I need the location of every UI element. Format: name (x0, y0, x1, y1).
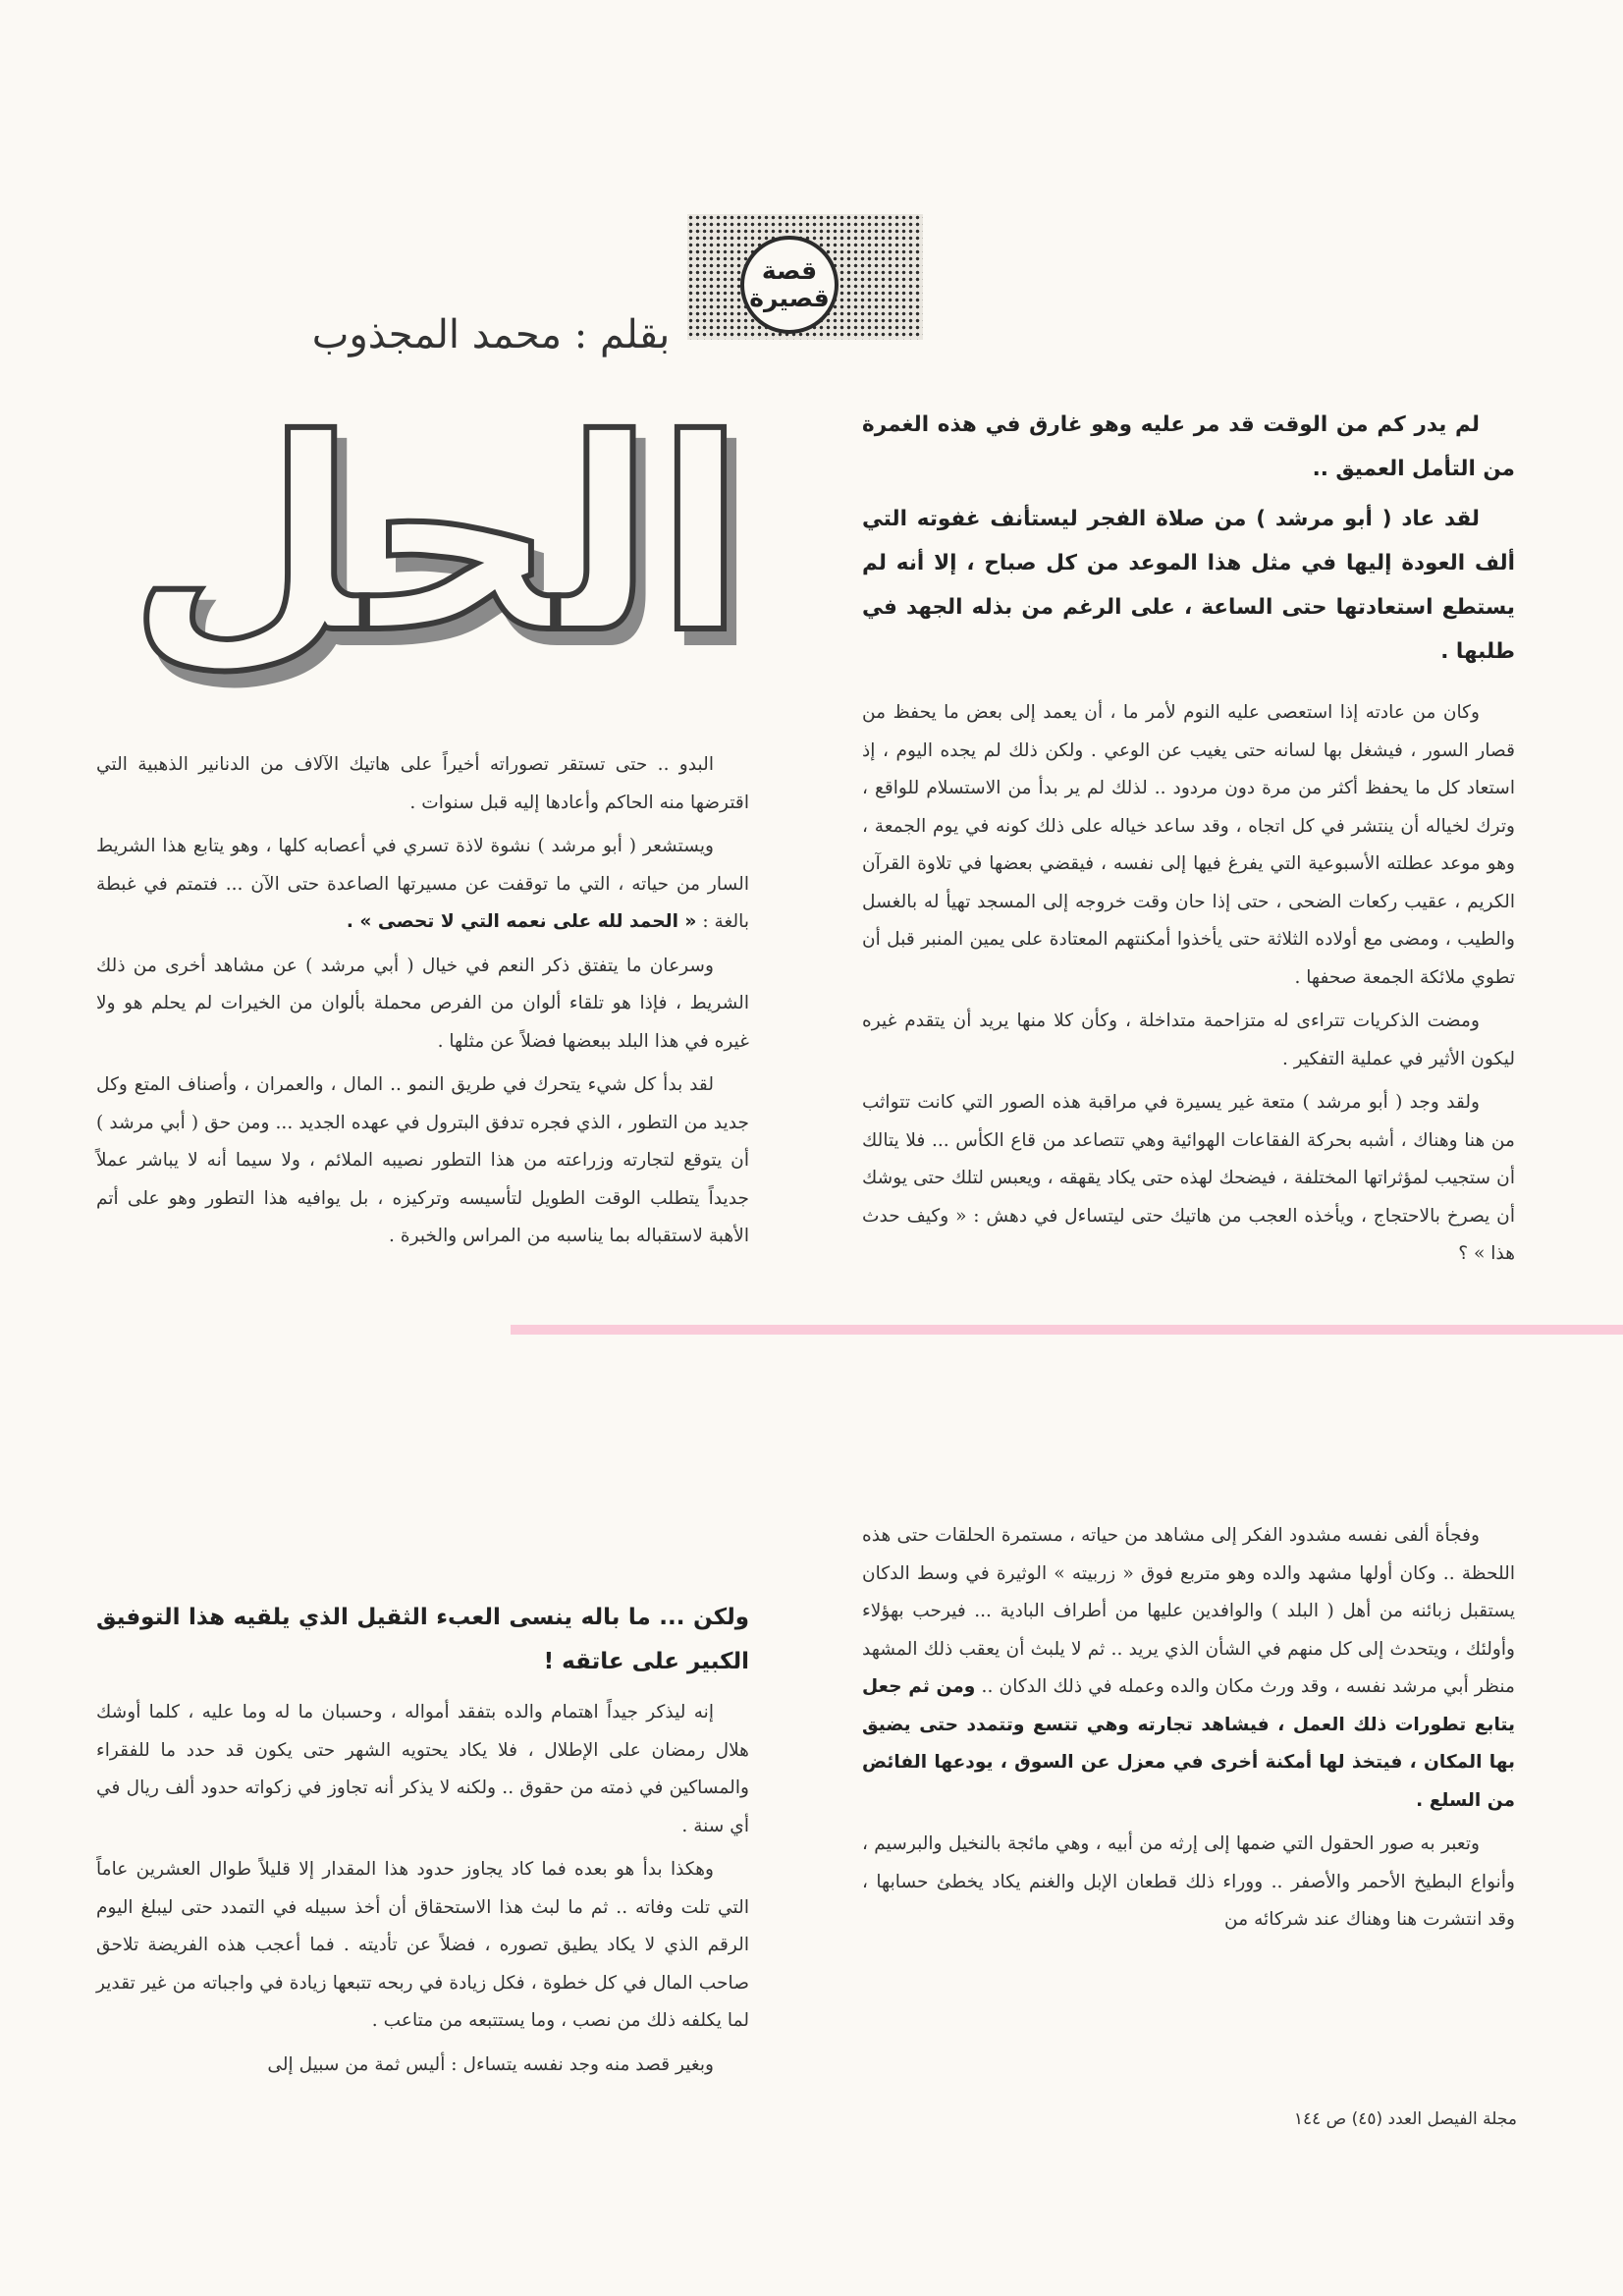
right-column-body-lower (862, 1517, 1515, 1945)
right-column-lead (862, 403, 1515, 680)
body-paragraph: وسرعان ما يتفتق ذكر النعم في خيال ( أبي مرشد ) عن مشاهد أخرى من ذلك الشريط ، فإذا هو تلقاء ألوان من الفرص محملة بألوان من الخيرات لم يحلم هو ولا غيره في هذا البلد ببعضها فضلاً عن مثلها . (96, 955, 749, 1052)
quoted-praise: « الحمد لله على نعمه التي لا تحصى » . (346, 911, 697, 932)
body-paragraph: إنه ليذكر جيداً اهتمام والده بتفقد أمواله ، وحسبان ما له وما عليه ، كلما أوشك هلال رمضان على الإطلال ، فلا يكاد يحتويه الشهر حتى يكون قد حدد ما للفقراء والمساكين في ذمته من حقوق .. ولكنه لا يذكر أنه تجاوز في زكواته حدود ألف ريال في أي سنة . (96, 1702, 749, 1836)
body-paragraph (862, 1517, 1515, 1820)
left-column-body-lower (96, 1596, 749, 2090)
story-title-text: الحل (128, 398, 746, 691)
body-paragraph: ولقد وجد ( أبو مرشد ) متعة غير يسيرة في مراقبة هذه الصور التي كانت تتواثب من هنا وهناك ، أشبه بحركة الفقاعات الهوائية وهي تتصاعد من قاع الكأس ... فلا يتالك أن ستجيب لمؤثراتها المختلفة ، فيضحك لهذه حتى يكاد يقهقه ، ويعبس لتلك حتى يوشك أن يصرخ بالاحتجاج ، ويأخذه العجب من هاتيك حتى ليتساءل في دهش : « وكيف حدث هذا » ؟ (862, 1092, 1515, 1264)
section-heading: ولكن ... ما باله ينسى العبء الثقيل الذي يلقيه هذا التوفيق الكبير على عاتقه ! (96, 1605, 749, 1674)
pink-highlight-mark (511, 1325, 1623, 1335)
left-column-body (96, 746, 749, 1262)
body-text: ويستشعر ( أبو مرشد ) نشوة لاذة تسري في أعصابه كلها ، وهو يتابع هذا الشريط السار من حياته ، التي ما توقفت عن مسيرتها الصاعدة حتى الآن ... فتمتم في غبطة بالغة : (96, 836, 749, 932)
body-paragraph (96, 828, 749, 942)
body-paragraph: وتعبر به صور الحقول التي ضمها إلى إرثه من أبيه ، وهي مائجة بالنخيل والبرسيم ، وأنواع البطيخ الأحمر والأصفر .. ووراء ذلك قطعان الإبل والغنم يكاد يخطئ حسابها ، وقد انتشرت هنا وهناك عند شركائه من (862, 1833, 1515, 1930)
body-paragraph: ومضت الذكريات تتراءى له متزاحمة متداخلة ، وكأن كلا منها يريد أن يتقدم غيره ليكون الأثير في عملية التفكير . (862, 1011, 1515, 1069)
body-text: وفجأة ألفى نفسه مشدود الفكر إلى مشاهد من حياته ، مستمرة الحلقات حتى هذه اللحظة .. وكان أولها مشهد والده وهو متربع فوق « زربيته » الوثيرة في وسط الدكان يستقبل زبائنه من أهل ( البلد ) والوافدين عليها من أطراف البادية ... فيرحب بهؤلاء وأولئك ، ويتحدث إلى كل منهم في الشأن الذي يريد .. ثم لا يلبث أن يعقب ذلك المشهد منظر أبي مرشد نفسه ، وقد ورث مكان والده وعمله في ذلك الدكان .. (862, 1525, 1515, 1697)
lead-paragraph-2: لقد عاد ( أبو مرشد ) من صلاة الفجر ليستأنف غفوته التي ألف العودة إليها في مثل هذا الموعد من كل صباح ، إلا أنه لم يستطع استعادتها حتى الساعة ، على الرغم من بذله الجهد في طلبها . (862, 507, 1515, 664)
badge-line-2: قصيرة (749, 284, 830, 312)
story-title (93, 398, 781, 692)
body-paragraph: البدو .. حتى تستقر تصوراته أخيراً على هاتيك الآلاف من الدنانير الذهبية التي اقترضها منه الحاكم وأعادها إليه قبل سنوات . (96, 754, 749, 813)
page-footer: مجلة الفيصل العدد (٤٥) ص ١٤٤ (1293, 2109, 1517, 2129)
lead-paragraph-1: لم يدر كم من الوقت قد مر عليه وهو غارق في هذه الغمرة من التأمل العميق .. (862, 412, 1515, 481)
badge-line-1: قصة (761, 256, 818, 285)
right-column-body (862, 694, 1515, 1280)
body-paragraph: وكان من عادته إذا استعصى عليه النوم لأمر ما ، أن يعمد إلى بعض ما يحفظ من قصار السور ، فيشغل بها لسانه حتى يغيب عن الوعي . ولكن ذلك لم يجده اليوم ، إذ استعاد كل ما يحفظ أكثر من مرة دون مردود .. لذلك لم ير بدأ من الاستسلام للواقع ، وترك لخياله أن ينتشر في كل اتجاه ، وقد ساعد خياله على ذلك كونه في يوم الجمعة ، وهو موعد عطلته الأسبوعية التي يفرغ فيها إلى نفسه ، فيقضي بعضها في تلاوة القرآن الكريم ، عقيب ركعات الضحى ، حتى إذا حان وقت خروجه إلى المسجد تهيأ له بالغسل والطيب ، ومضى مع أولاده الثلاثة حتى يأخذوا أمكنتهم المعتادة على يمين المنبر قبل أن تطوي ملائكة الجمعة صحفها . (862, 702, 1515, 988)
body-paragraph: لقد بدأ كل شيء يتحرك في طريق النمو .. المال ، والعمران ، وأصناف المتع وكل جديد من التطور ، الذي فجره تدفق البترول في عهده الجديد ... ومن حق ( أبي مرشد ) أن يتوقع لتجارته وزراعته من هذا التطور نصيبه الملائم ، ولا سيما أنه لا يباشر عملاً جديداً يتطلب الوقت الطويل لتأسيسه وتركيزه ، بل يوافيه هذا التطور وهو على أتم الأهبة لاستقباله بما يناسبه من المراس والخبرة . (96, 1074, 749, 1246)
emphasized-text: ومن ثم جعل يتابع تطورات ذلك العمل ، فيشاهد تجارته وهي تتسع وتتمدد حتى يضيق بها المكان ، فيتخذ لها أمكنة أخرى في معزل عن السوق ، يودعها الفائض من السلع . (862, 1676, 1515, 1811)
author-byline: بقلم : محمد المجذوب (311, 312, 671, 357)
body-paragraph: وبغير قصد منه وجد نفسه يتساءل : أليس ثمة من سبيل إلى (267, 2053, 714, 2075)
story-type-badge (740, 236, 839, 334)
body-paragraph: وهكذا بدأ هو بعده فما كاد يجاوز حدود هذا المقدار إلا قليلاً طوال العشرين عاماً التي تلت وفاته .. ثم ما لبث هذا الاستحقاق أن أخذ سبيله في التمدد حتى ليبلغ اليوم الرقم الذي لا يكاد يطيق تصوره ، فضلاً عن تأديته . فما أعجب هذه الفريضة تلاحق صاحب المال في كل خطوة ، فكل زيادة في ربحه تتبعها زيادة في واجباته من غير تقدير لما يكلفه ذلك من نصب ، وما يستتبعه من متاعب . (96, 1859, 749, 2031)
